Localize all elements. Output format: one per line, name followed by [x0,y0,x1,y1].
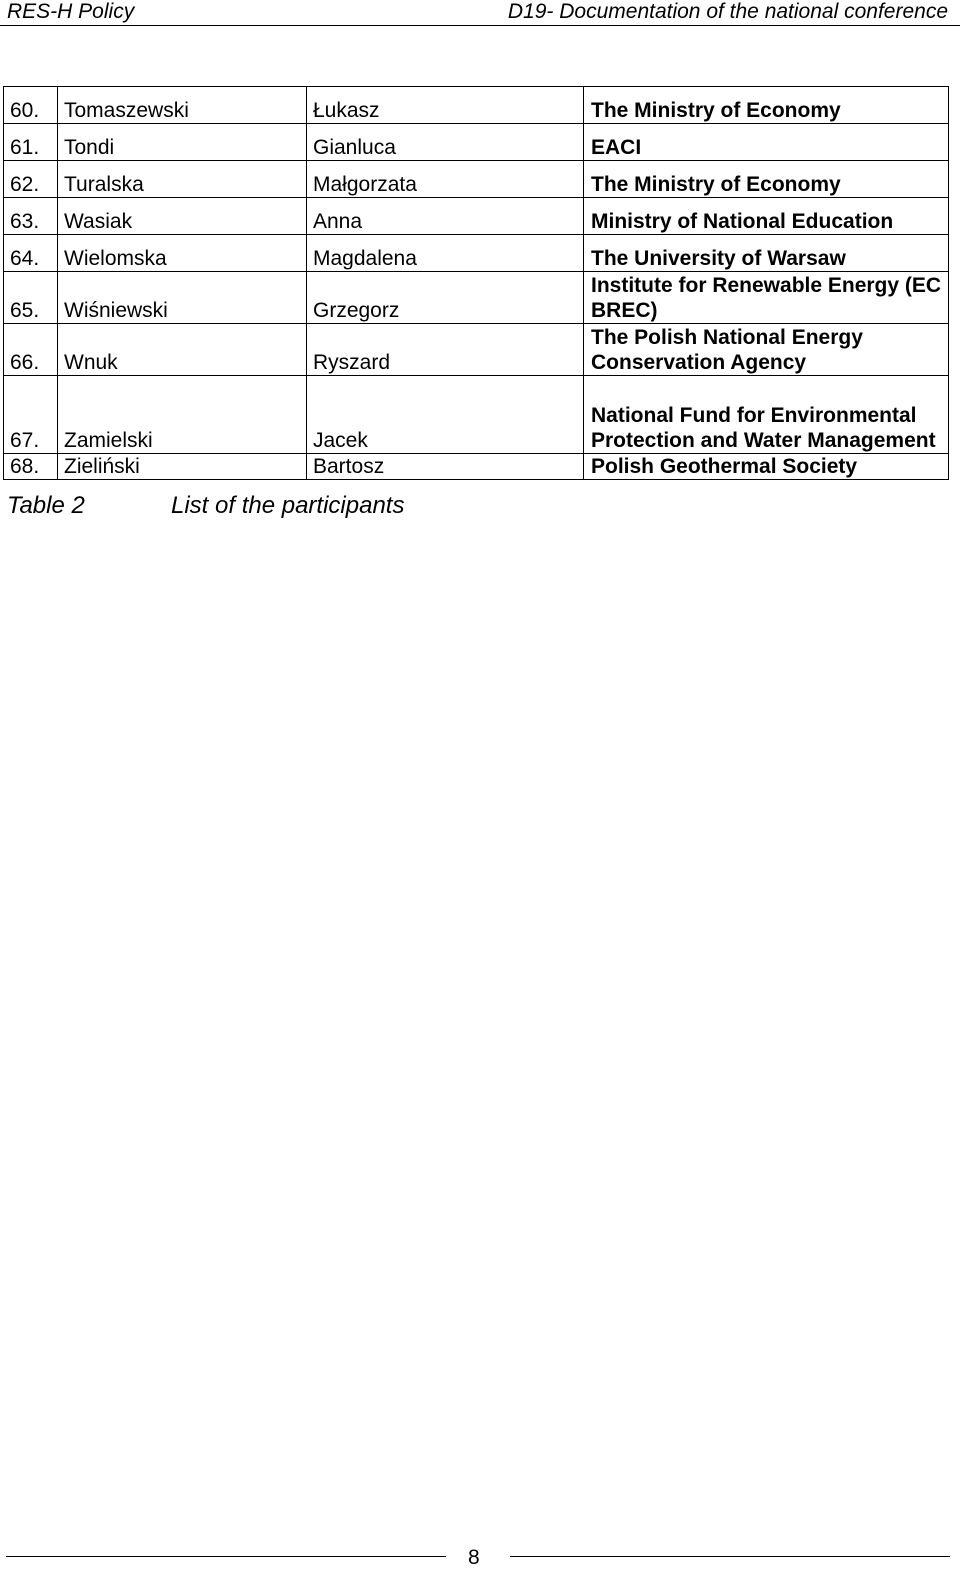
table-row [4,161,949,198]
first-name: Gianluca [307,124,584,161]
header-project-title: RES-H Policy [7,0,135,23]
last-name: Wnuk [58,324,307,376]
page-header [0,0,960,26]
first-name: Jacek [307,376,584,454]
last-name: Tondi [58,124,307,161]
last-name: Zieliński [58,454,307,480]
organization: Institute for Renewable Energy (EC BREC) [584,272,949,324]
first-name: Magdalena [307,235,584,272]
table-row [4,87,949,124]
caption-text: List of the participants [171,492,405,519]
row-number: 67. [4,376,58,454]
table-row [4,235,949,272]
organization: Ministry of National Education [584,198,949,235]
organization: The Ministry of Economy [584,87,949,124]
organization: EACI [584,124,949,161]
table-row [4,272,949,324]
caption-label: Table 2 [7,492,85,519]
row-number: 64. [4,235,58,272]
row-number: 62. [4,161,58,198]
row-number: 63. [4,198,58,235]
organization: The Ministry of Economy [584,161,949,198]
table-row [4,324,949,376]
organization: The Polish National Energy Conservation Agency [584,324,949,376]
last-name: Tomaszewski [58,87,307,124]
table-row [4,124,949,161]
first-name: Ryszard [307,324,584,376]
row-number: 61. [4,124,58,161]
first-name: Łukasz [307,87,584,124]
footer-rule-right [510,1556,950,1557]
organization: National Fund for Environmental Protection and Water Management [584,376,949,454]
page-number: 8 [468,1546,480,1569]
first-name: Bartosz [307,454,584,480]
header-document-title: D19- Documentation of the national conference [507,0,948,23]
organization: Polish Geothermal Society [584,454,949,480]
last-name: Turalska [58,161,307,198]
first-name: Anna [307,198,584,235]
table-row [4,376,949,454]
row-number: 68. [4,454,58,480]
first-name: Małgorzata [307,161,584,198]
last-name: Wielomska [58,235,307,272]
last-name: Wasiak [58,198,307,235]
last-name: Zamielski [58,376,307,454]
row-number: 65. [4,272,58,324]
row-number: 66. [4,324,58,376]
table-caption [7,492,404,520]
first-name: Grzegorz [307,272,584,324]
footer-rule-left [6,1556,446,1557]
table-row [4,454,949,480]
last-name: Wiśniewski [58,272,307,324]
participants-table [3,86,949,480]
row-number: 60. [4,87,58,124]
table-row [4,198,949,235]
organization: The University of Warsaw [584,235,949,272]
